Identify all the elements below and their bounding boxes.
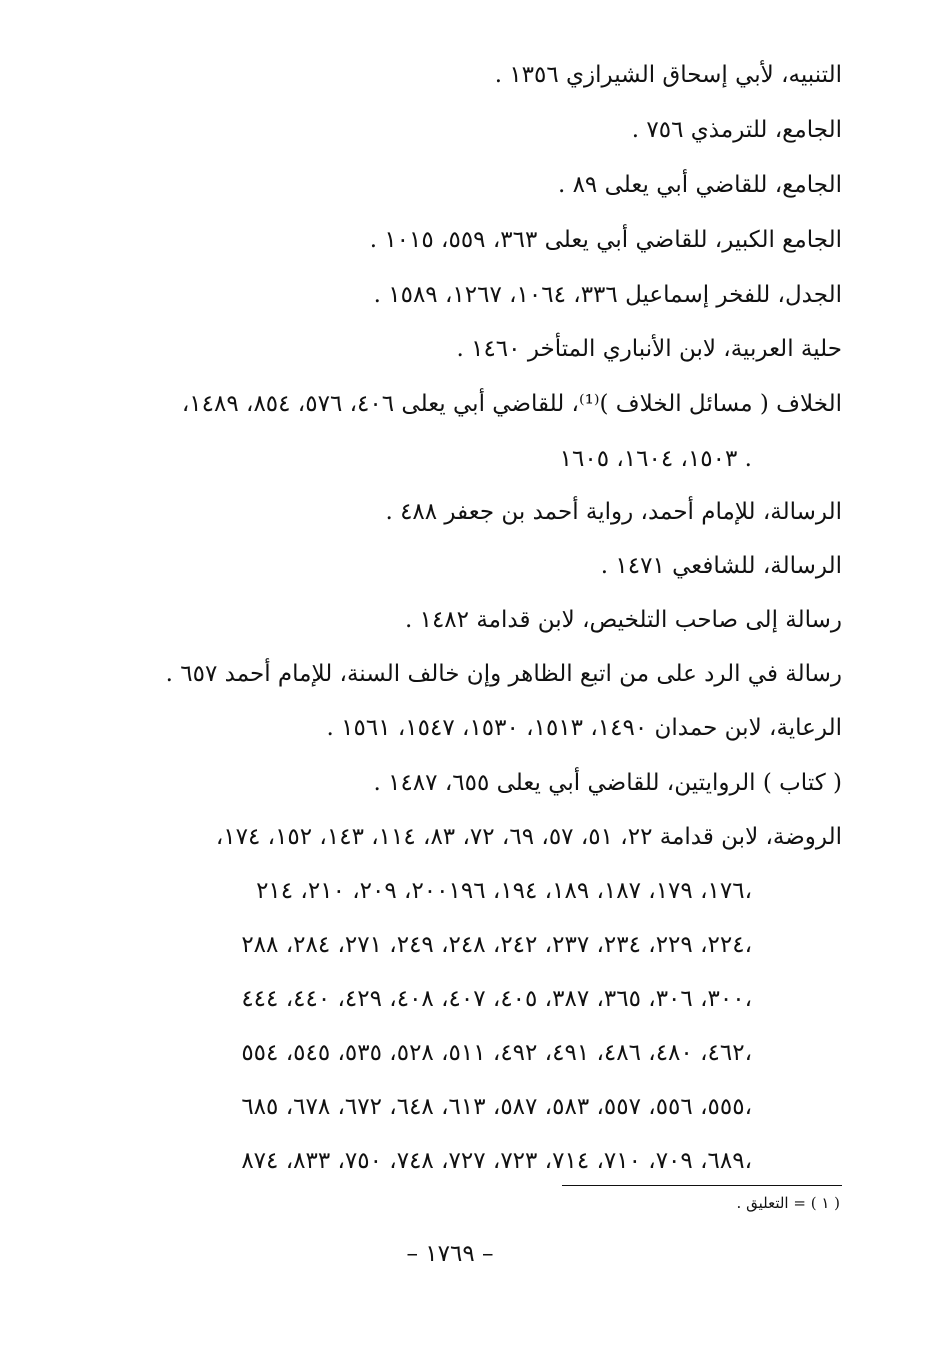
index-entry-continuation: ٦٨٩، ٧٠٩، ٧١٠، ٧١٤، ٧٢٣، ٧٢٧، ٧٤٨، ٧٥٠، ٨٣٣، ٨٧٤،	[241, 1148, 752, 1174]
footnote: ( ١ ) = التعليق .	[736, 1194, 840, 1212]
index-entry: الجامع، للترمذي ٧٥٦ .	[631, 117, 842, 143]
index-entry: رسالة في الرد على من اتبع الظاهر وإن خالف السنة، للإمام أحمد ٦٥٧ .	[165, 661, 842, 687]
footnote-divider	[562, 1185, 842, 1186]
index-entry: حلية العربية، لابن الأنباري المتأخر ١٤٦٠ .	[456, 336, 842, 362]
index-entry-continuation: ١٧٦، ١٧٩، ١٨٧، ١٨٩، ١٩٤، ٢٠٠١٩٦، ٢٠٩، ٢١٠، ٢١٤،	[256, 878, 752, 904]
index-entry: الرسالة، للشافعي ١٤٧١ .	[600, 553, 842, 579]
index-entry-continuation: ١٥٠٣، ١٦٠٤، ١٦٠٥ .	[559, 446, 752, 472]
index-entry-continuation: ٤٦٢، ٤٨٠، ٤٨٦، ٤٩١، ٤٩٢، ٥١١، ٥٢٨، ٥٣٥، ٥٤٥، ٥٥٤،	[241, 1040, 752, 1066]
index-entry: الرسالة، للإمام أحمد، رواية أحمد بن جعفر ٤٨٨ .	[385, 499, 842, 525]
index-entry: رسالة إلى صاحب التلخيص، لابن قدامة ١٤٨٢ .	[404, 607, 842, 633]
index-entry: الجدل، للفخر إسماعيل ٣٣٦، ١٠٦٤، ١٢٦٧، ١٥٨٩ .	[373, 282, 842, 308]
index-entry: الجامع الكبير، للقاضي أبي يعلى ٣٦٣، ٥٥٩، ١٠١٥ .	[369, 227, 842, 253]
index-entry-continuation: ٥٥٥، ٥٥٦، ٥٥٧، ٥٨٣، ٥٨٧، ٦١٣، ٦٤٨، ٦٧٢، ٦٧٨، ٦٨٥،	[241, 1094, 752, 1120]
index-entry: التنبيه، لأبي إسحاق الشيرازي ١٣٥٦ .	[494, 62, 842, 88]
page-number: – ١٧٦٩ –	[406, 1241, 494, 1267]
index-entry: الخلاف ( مسائل الخلاف )⁽¹⁾، للقاضي أبي يعلى ٤٠٦، ٥٧٦، ٨٥٤، ١٤٨٩،	[181, 391, 842, 417]
index-entry: الرعاية، لابن حمدان ١٤٩٠، ١٥١٣، ١٥٣٠، ١٥٤٧، ١٥٦١ .	[326, 715, 842, 741]
index-entry: الروضة، لابن قدامة ٢٢، ٥١، ٥٧، ٦٩، ٧٢، ٨٣، ١١٤، ١٤٣، ١٥٢، ١٧٤،	[215, 824, 842, 850]
index-entry-continuation: ٣٠٠، ٣٠٦، ٣٦٥، ٣٨٧، ٤٠٥، ٤٠٧، ٤٠٨، ٤٢٩، ٤٤٠، ٤٤٤،	[241, 986, 752, 1012]
index-entry: ( كتاب ) الروايتين، للقاضي أبي يعلى ٦٥٥، ١٤٨٧ .	[373, 770, 842, 796]
index-entry: الجامع، للقاضي أبي يعلى ٨٩ .	[557, 172, 842, 198]
index-entry-continuation: ٢٢٤، ٢٢٩، ٢٣٤، ٢٣٧، ٢٤٢، ٢٤٨، ٢٤٩، ٢٧١، ٢٨٤، ٢٨٨،	[241, 932, 752, 958]
